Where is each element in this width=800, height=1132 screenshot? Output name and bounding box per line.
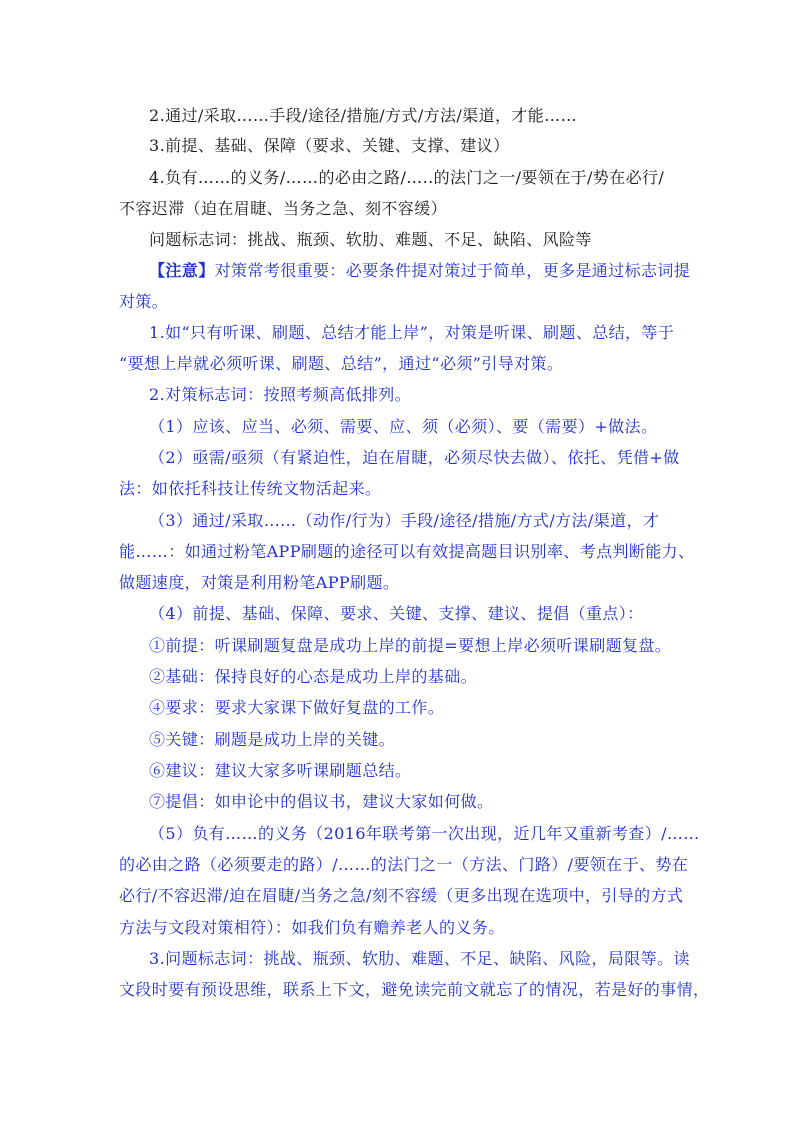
note-text: 对策常考很重要：必要条件提对策过于简单，更多是通过标志词提 [214, 261, 691, 280]
text-line: ⑦提倡：如申论中的倡议书，建议大家如何做。 [149, 792, 494, 811]
text-line: 2.通过/采取……手段/途径/措施/方式/方法/渠道，才能…… [149, 106, 578, 125]
text-line: 不容迟滞（迫在眉睫、当务之急、刻不容缓） [119, 199, 448, 218]
text-line: 4.负有……的义务/……的必由之路/…..的法门之一/要领在于/势在必行/ [149, 168, 665, 187]
text-line: ①前提：听课刷题复盘是成功上岸的前提=要想上岸必须听课刷题复盘。 [149, 636, 672, 655]
text-line: 方法与文段对策相符）：如我们负有赡养老人的义务。 [119, 918, 505, 937]
text-line: （5）负有……的义务（2016年联考第一次出现，近几年又重新考查）/…… [149, 824, 700, 843]
note-line [149, 261, 690, 281]
text-line: （4）前提、基础、保障、要求、关键、支撑、建议、提倡（重点）： [149, 604, 644, 623]
text-line: 的必由之路（必须要走的路）/……的法门之一（方法、门路）/要领在于、势在 [119, 855, 689, 874]
note-tag: 【注意】 [149, 261, 215, 280]
text-line: ②基础：保持良好的心态是成功上岸的基础。 [149, 667, 478, 686]
text-line: “要想上岸就必须听课、刷题、总结”，通过“必须”引导对策。 [119, 354, 564, 373]
text-line: ④要求：要求大家课下做好复盘的工作。 [149, 698, 445, 717]
text-line: ⑤关键：刷题是成功上岸的关键。 [149, 730, 396, 749]
note-text: 对策。 [119, 292, 169, 311]
text-line: 文段时要有预设思维，联系上下文，避免读完前文就忘了的情况，若是好的事情， [119, 980, 710, 999]
text-line: 2.对策标志词：按照考频高低排列。 [149, 385, 412, 404]
text-line: 做题速度，对策是利用粉笔APP刷题。 [119, 573, 400, 592]
text-line: （2）亟需/亟须（有紧迫性，迫在眉睫，必须尽快去做）、依托、凭借+做 [149, 448, 680, 467]
text-line: 3.前提、基础、保障（要求、关键、支撑、建议） [149, 136, 510, 155]
text-line: 能……：如通过粉笔APP刷题的途径可以有效提高题目识别率、考点判断能力、 [119, 542, 695, 561]
text-line: （3）通过/采取……（动作/行为）手段/途径/措施/方式/方法/渠道，才 [149, 511, 660, 530]
text-line: 必行/不容迟滞/迫在眉睫/当务之急/刻不容缓（更多出现在选项中，引导的方式 [119, 886, 684, 905]
text-line: （1）应该、应当、必须、需要、应、须（必须）、要（需要）+做法。 [149, 417, 658, 436]
text-line: 法：如依托科技让传统文物活起来。 [119, 479, 382, 498]
text-line: 1.如“只有听课、刷题、总结才能上岸”，对策是听课、刷题、总结，等于 [149, 323, 675, 342]
text-line: 问题标志词：挑战、瓶颈、软肋、难题、不足、缺陷、风险等 [149, 230, 592, 249]
text-line: ⑥建议：建议大家多听课刷题总结。 [149, 761, 412, 780]
text-line: 3.问题标志词：挑战、瓶颈、软肋、难题、不足、缺陷、风险，局限等。读 [149, 949, 690, 968]
